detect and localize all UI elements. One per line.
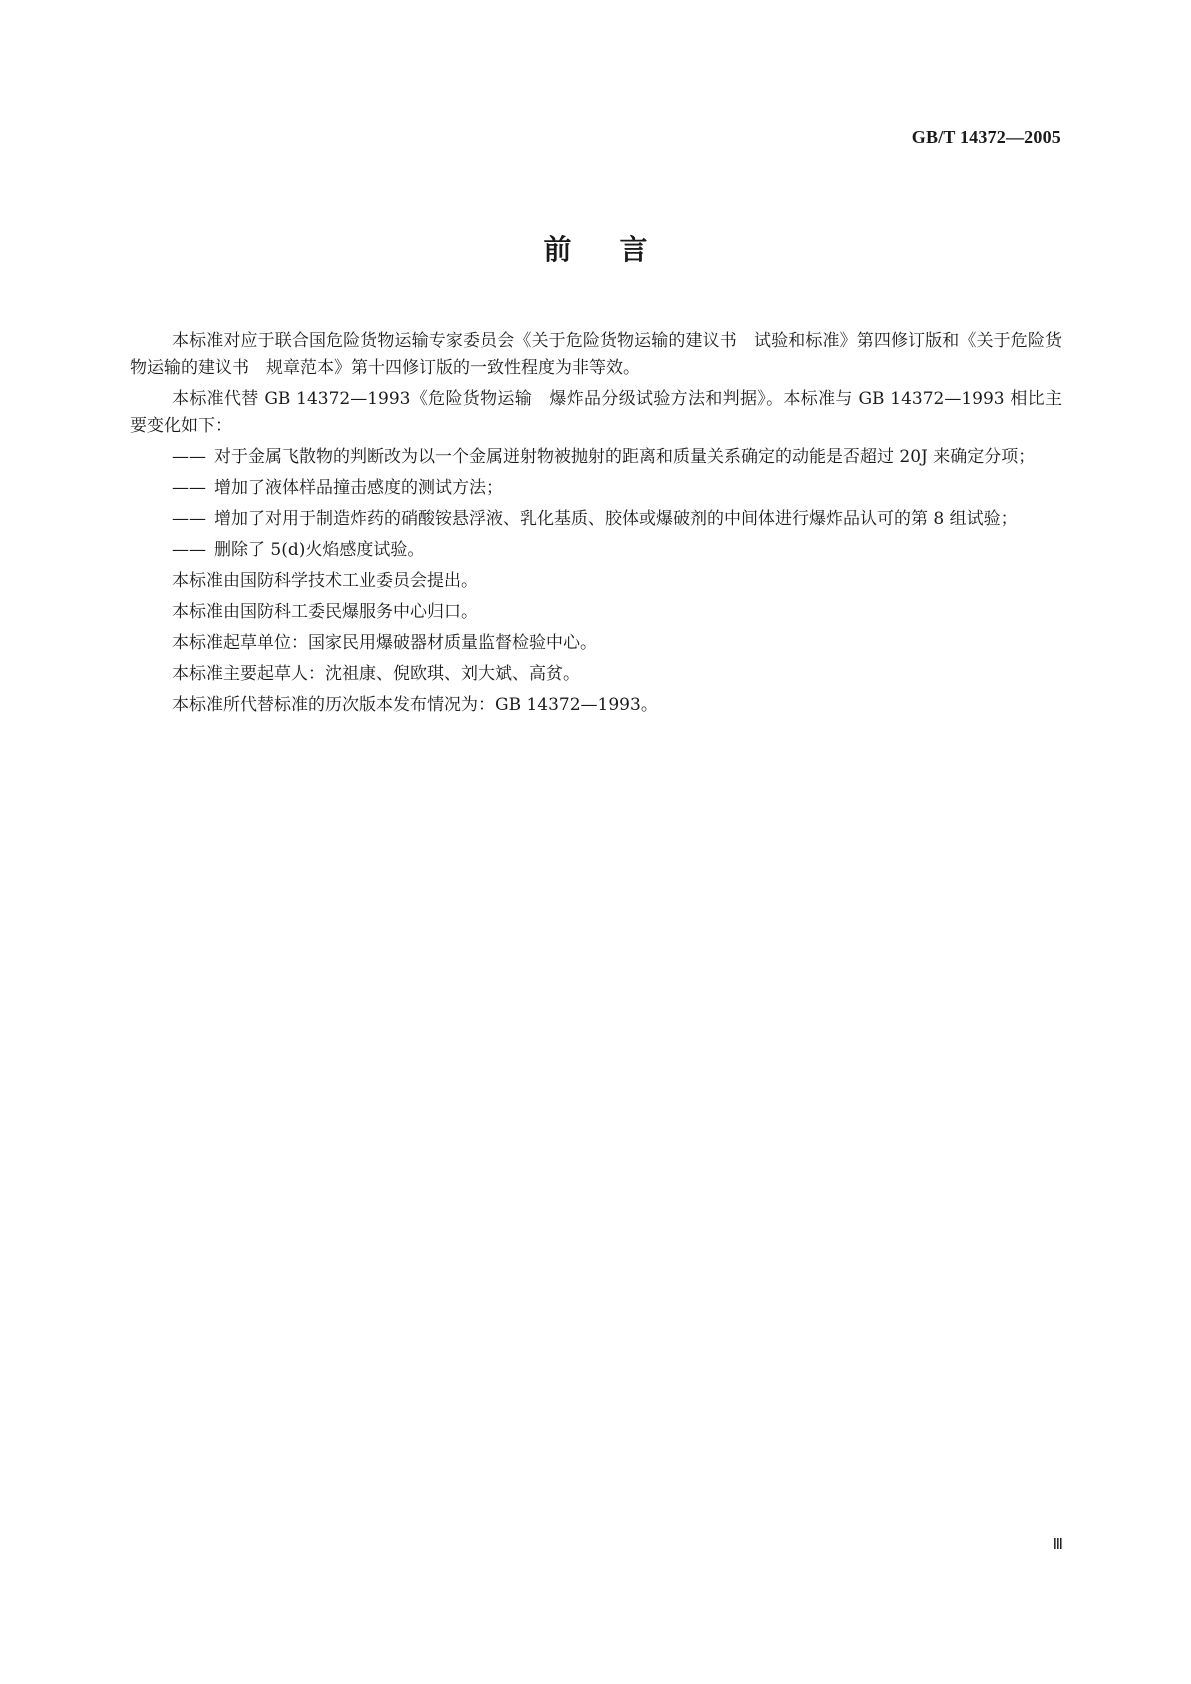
change-item-text: 增加了对用于制造炸药的硝酸铵悬浮液、乳化基质、胶体或爆破剂的中间体进行爆炸品认可的第 8 组试验； bbox=[214, 509, 1018, 529]
paragraph-centralized: 本标准由国防科工委民爆服务中心归口。 bbox=[172, 602, 478, 622]
standard-number: GB/T 14372—2005 bbox=[911, 127, 1061, 147]
dash-marker: —— bbox=[172, 447, 206, 467]
foreword-body bbox=[130, 328, 1062, 719]
change-item bbox=[172, 537, 1062, 564]
change-item bbox=[172, 475, 1062, 502]
change-item bbox=[172, 506, 1062, 533]
page-title: 前言 bbox=[543, 233, 696, 266]
paragraph-drafting-unit: 本标准起草单位：国家民用爆破器材质量监督检验中心。 bbox=[172, 633, 597, 653]
change-item-text: 对于金属飞散物的判断改为以一个金属迸射物被抛射的距离和质量关系确定的动能是否超过 20J 来确定分项； bbox=[214, 447, 1036, 467]
dash-marker: —— bbox=[172, 478, 206, 498]
paragraph-replacement: 本标准代替 GB 14372—1993《危险货物运输 爆炸品分级试验方法和判据》。本标准与 GB 14372—1993 相比主要变化如下： bbox=[130, 389, 1062, 436]
change-item-text: 删除了 5(d)火焰感度试验。 bbox=[214, 540, 425, 560]
dash-marker: —— bbox=[172, 540, 206, 560]
paragraph-proposer: 本标准由国防科学技术工业委员会提出。 bbox=[172, 571, 478, 591]
dash-marker: —— bbox=[172, 509, 206, 529]
paragraph-drafters: 本标准主要起草人：沈祖康、倪欧琪、刘大斌、高贫。 bbox=[172, 664, 580, 684]
paragraph-correspondence: 本标准对应于联合国危险货物运输专家委员会《关于危险货物运输的建议书 试验和标准》第四修订版和《关于危险货物运输的建议书 规章范本》第十四修订版的一致性程度为非等效。 bbox=[130, 331, 1062, 378]
page-number: Ⅲ bbox=[1052, 1537, 1063, 1553]
paragraph-history: 本标准所代替标准的历次版本发布情况为：GB 14372—1993。 bbox=[172, 695, 658, 715]
change-item bbox=[172, 444, 1062, 471]
change-item-text: 增加了液体样品撞击感度的测试方法； bbox=[214, 478, 503, 498]
